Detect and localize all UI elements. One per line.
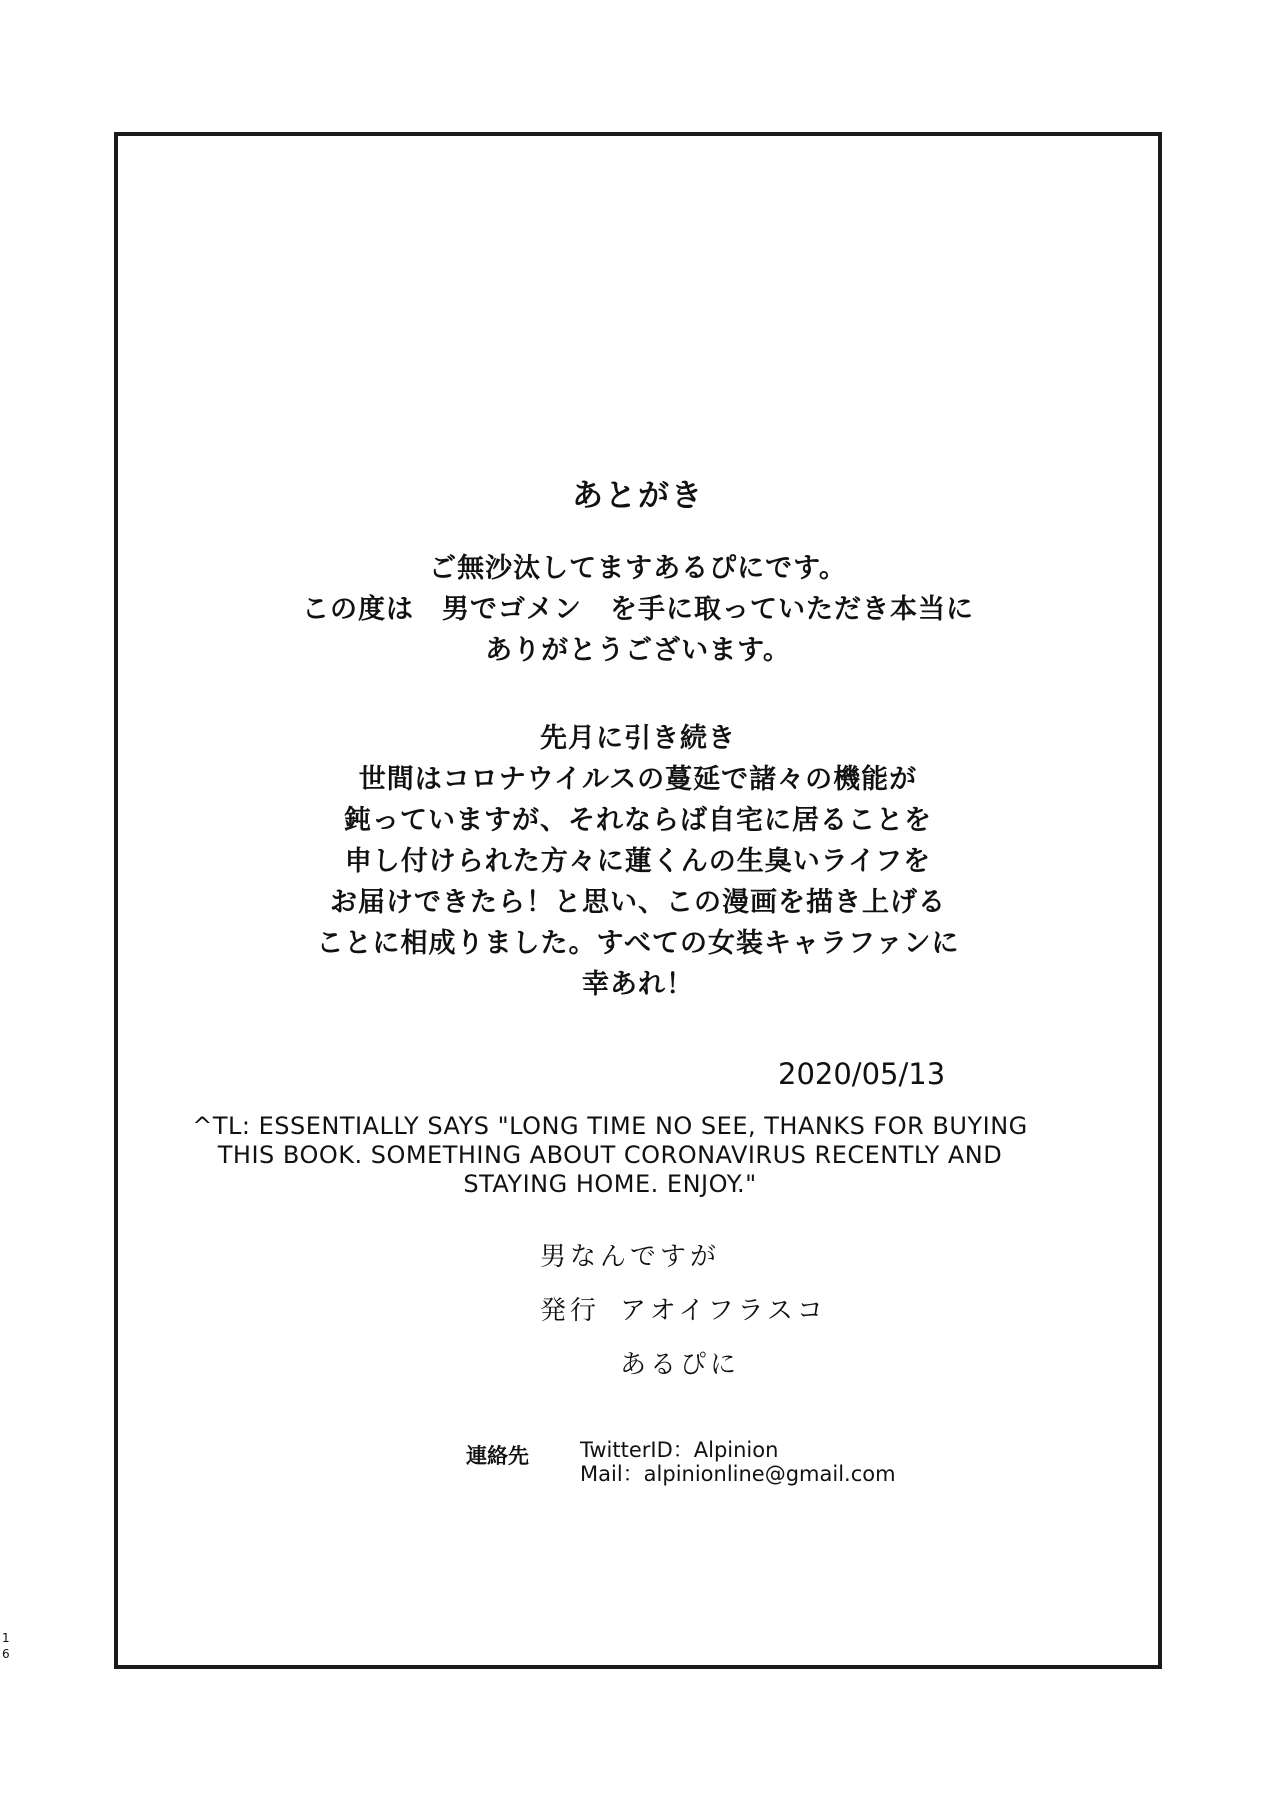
- twitter-id: TwitterID：Alpinion: [580, 1438, 779, 1462]
- contact-details: [580, 1438, 896, 1486]
- page-number-digit: 6: [2, 1647, 10, 1661]
- tl-line: THIS BOOK. SOMETHING ABOUT CORONAVIRUS RECENTLY AND: [217, 1141, 1003, 1169]
- page-number-digit: 1: [2, 1631, 10, 1645]
- date-stamp: 2020/05/13: [778, 1057, 946, 1091]
- text-line: 世間はコロナウイルスの蔓延で諸々の機能が: [358, 764, 918, 795]
- afterword-title: あとがき: [572, 478, 704, 514]
- text-line: 先月に引き続き: [540, 723, 736, 754]
- tl-line: ^TL: ESSENTIALLY SAYS "LONG TIME NO SEE, THANKS FOR BUYING: [192, 1112, 1028, 1140]
- contact-label: 連絡先: [466, 1444, 529, 1468]
- message-paragraph: [114, 718, 1162, 1005]
- text-line: 幸あれ！: [582, 969, 694, 1000]
- publisher-label: 発行: [540, 1296, 601, 1326]
- text-line: お届けできたら！と思い、この漫画を描き上げる: [330, 887, 946, 918]
- tl-line: STAYING HOME. ENJOY.": [463, 1170, 757, 1198]
- publisher-name: アオイフラスコ: [620, 1296, 827, 1326]
- text-line: 申し付けられた方々に蓮くんの生臭いライフを: [344, 846, 932, 877]
- text-line: 鈍っていますが、それならば自宅に居ることを: [344, 805, 932, 836]
- book-title: 男なんですが: [540, 1242, 721, 1272]
- text-line: ありがとうございます。: [485, 635, 791, 666]
- text-line: ご無沙汰してますあるぴにです。: [429, 553, 847, 584]
- translation-note: [160, 1112, 1060, 1199]
- mail-address: Mail：alpinionline@gmail.com: [580, 1462, 896, 1486]
- text-line: ことに相成りました。すべての女装キャラファンに: [316, 928, 960, 959]
- author-name: あるぴに: [620, 1350, 741, 1380]
- greeting-paragraph: [114, 548, 1162, 671]
- text-line: この度は 男でゴメン を手に取っていただき本当に: [302, 594, 974, 625]
- page-number: [2, 1630, 12, 1662]
